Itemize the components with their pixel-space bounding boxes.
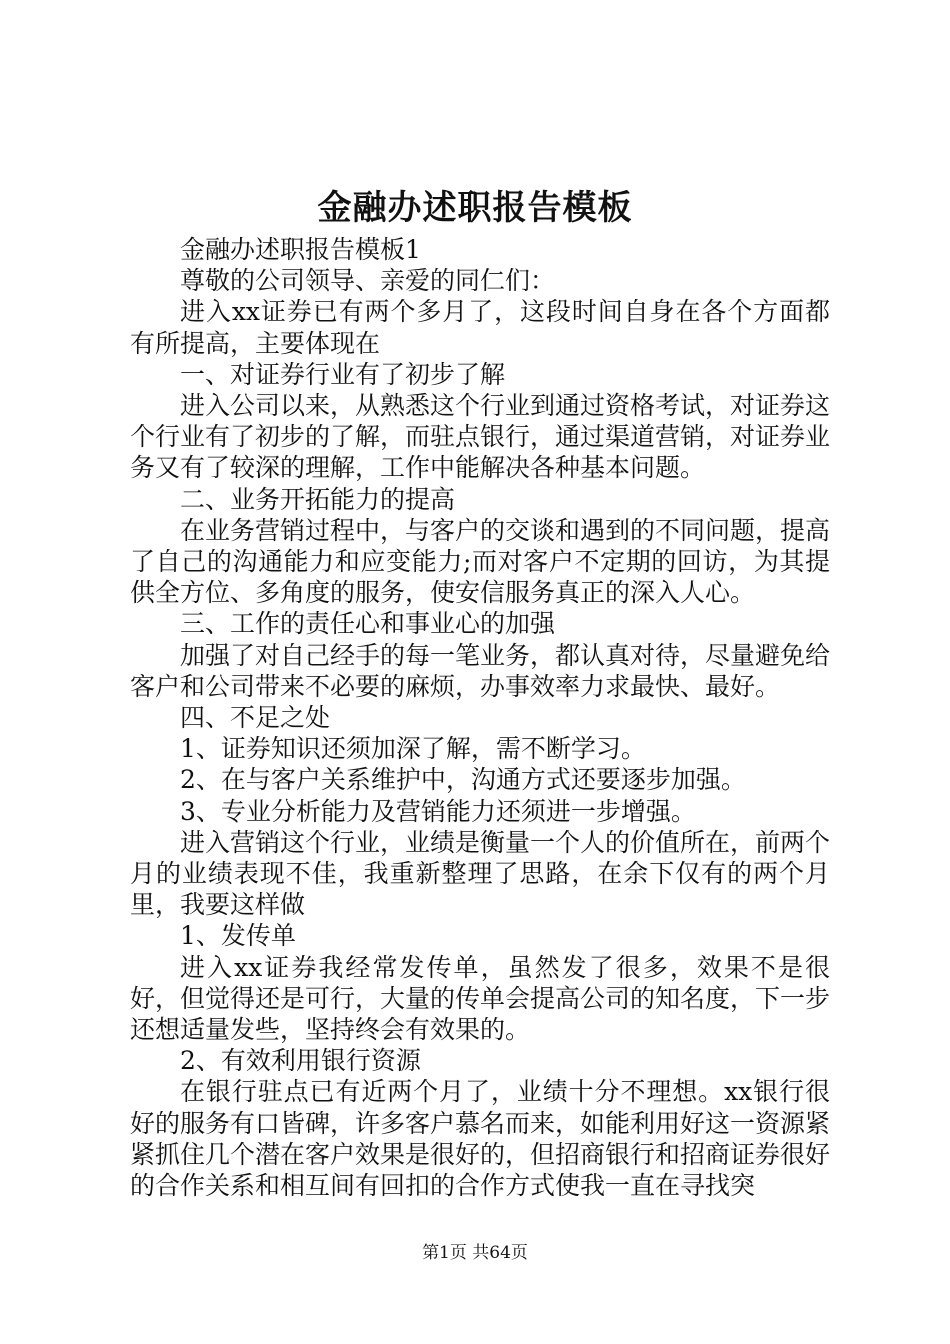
paragraph-plan-2: 在银行驻点已有近两个月了，业绩十分不理想。xx银行很好的服务有口皆碑，许多客户慕名而来，如能利用好这一资源紧紧抓住几个潜在客户效果是很好的，但招商银行和招商证券很好的合作关系和相互间有回扣的合作方式使我一直在寻找突 [130, 1077, 831, 1201]
list-item-3: 3、专业分析能力及营销能力还须进一步增强。 [180, 796, 696, 826]
heading-section-3: 三、工作的责任心和事业心的加强 [180, 609, 556, 639]
heading-section-4: 四、不足之处 [180, 703, 331, 733]
heading-plan-2: 2、有效利用银行资源 [180, 1046, 421, 1076]
paragraph-section-2: 在业务营销过程中，与客户的交谈和遇到的不同问题，提高了自己的沟通能力和应变能力;而对客户不定期的回访，为其提供全方位、多角度的服务，使安信服务真正的深入人心。 [130, 515, 831, 608]
paragraph-plan-intro: 进入营销这个行业，业绩是衡量一个人的价值所在，前两个月的业绩表现不佳，我重新整理了思路，在余下仅有的两个月里，我要这样做 [130, 827, 831, 920]
paragraph-subtitle: 金融办述职报告模板1 [180, 235, 421, 264]
paragraph-section-1: 进入公司以来，从熟悉这个行业到通过资格考试，对证券这个行业有了初步的了解，而驻点银行，通过渠道营销，对证券业务又有了较深的理解，工作中能解决各种基本问题。 [130, 391, 831, 483]
list-item-2: 2、在与客户关系维护中，沟通方式还要逐步加强。 [180, 765, 746, 795]
paragraph-intro: 进入xx证券已有两个多月了，这段时间自身在各个方面都有所提高，主要体现在 [130, 297, 830, 358]
list-item-1: 1、证券知识还须加深了解，需不断学习。 [180, 734, 646, 764]
document-title: 金融办述职报告模板 [317, 188, 633, 228]
heading-plan-1: 1、发传单 [180, 921, 296, 951]
document-body [130, 234, 830, 1201]
heading-section-1: 一、对证券行业有了初步了解 [180, 359, 506, 389]
page-footer: 第1页 共64页 [422, 1243, 528, 1263]
heading-section-2: 二、业务开拓能力的提高 [180, 484, 456, 514]
paragraph-section-3: 加强了对自己经手的每一笔业务，都认真对待，尽量避免给客户和公司带来不必要的麻烦，办事效率力求最快、最好。 [130, 640, 831, 701]
paragraph-salutation: 尊敬的公司领导、亲爱的同仁们： [180, 266, 556, 296]
paragraph-plan-1: 进入xx证券我经常发传单，虽然发了很多，效果不是很好，但觉得还是可行，大量的传单会提高公司的知名度，下一步还想适量发些，坚持终会有效果的。 [130, 952, 831, 1045]
